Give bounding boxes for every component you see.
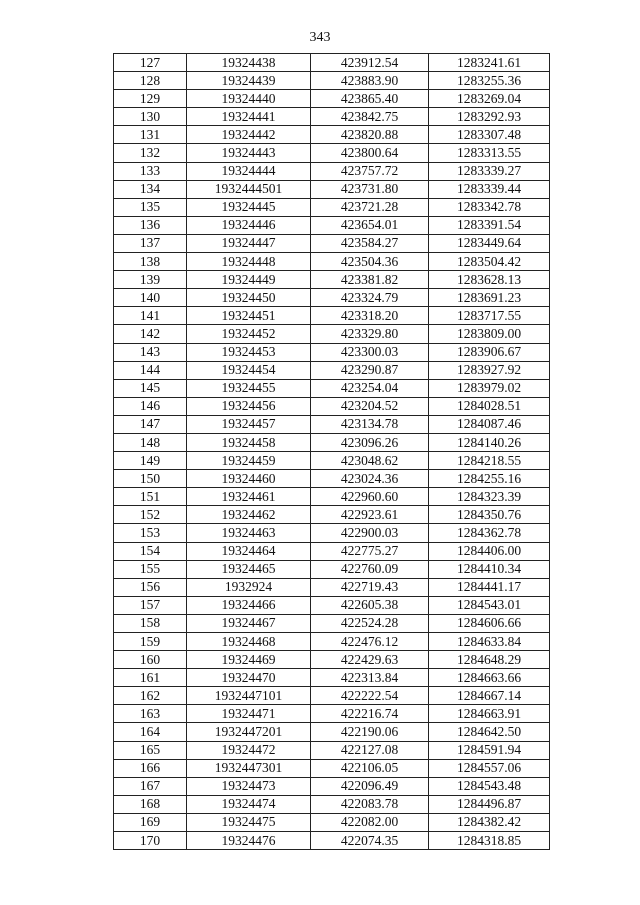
point-id-cell: 19324453 bbox=[187, 343, 311, 361]
table-row bbox=[114, 578, 550, 596]
table-row bbox=[114, 560, 550, 578]
row-number-cell: 144 bbox=[114, 361, 187, 379]
point-id-cell: 19324449 bbox=[187, 271, 311, 289]
table-row bbox=[114, 180, 550, 198]
row-number-cell: 156 bbox=[114, 578, 187, 596]
table-row bbox=[114, 470, 550, 488]
table-row bbox=[114, 216, 550, 234]
table-row bbox=[114, 144, 550, 162]
table-row bbox=[114, 669, 550, 687]
table-row bbox=[114, 253, 550, 271]
row-number-cell: 133 bbox=[114, 162, 187, 180]
point-id-cell: 19324475 bbox=[187, 813, 311, 831]
table-row bbox=[114, 542, 550, 560]
y-coordinate-cell: 1283927.92 bbox=[429, 361, 550, 379]
point-id-cell: 1932444501 bbox=[187, 180, 311, 198]
y-coordinate-cell: 1283292.93 bbox=[429, 108, 550, 126]
y-coordinate-cell: 1284648.29 bbox=[429, 651, 550, 669]
x-coordinate-cell: 423654.01 bbox=[311, 216, 429, 234]
page-number: 343 bbox=[309, 30, 331, 45]
table-row bbox=[114, 271, 550, 289]
row-number-cell: 167 bbox=[114, 777, 187, 795]
y-coordinate-cell: 1284028.51 bbox=[429, 397, 550, 415]
x-coordinate-cell: 423883.90 bbox=[311, 72, 429, 90]
x-coordinate-cell: 423912.54 bbox=[311, 54, 429, 72]
point-id-cell: 19324460 bbox=[187, 470, 311, 488]
y-coordinate-cell: 1284591.94 bbox=[429, 741, 550, 759]
point-id-cell: 19324462 bbox=[187, 506, 311, 524]
x-coordinate-cell: 423290.87 bbox=[311, 361, 429, 379]
row-number-cell: 128 bbox=[114, 72, 187, 90]
y-coordinate-cell: 1283504.42 bbox=[429, 253, 550, 271]
x-coordinate-cell: 423324.79 bbox=[311, 289, 429, 307]
x-coordinate-cell: 422476.12 bbox=[311, 633, 429, 651]
row-number-cell: 146 bbox=[114, 397, 187, 415]
x-coordinate-cell: 423096.26 bbox=[311, 433, 429, 451]
x-coordinate-cell: 422429.63 bbox=[311, 651, 429, 669]
row-number-cell: 149 bbox=[114, 452, 187, 470]
table-row bbox=[114, 126, 550, 144]
row-number-cell: 158 bbox=[114, 614, 187, 632]
table-row bbox=[114, 687, 550, 705]
row-number-cell: 151 bbox=[114, 488, 187, 506]
row-number-cell: 135 bbox=[114, 198, 187, 216]
table-row bbox=[114, 397, 550, 415]
row-number-cell: 143 bbox=[114, 343, 187, 361]
row-number-cell: 148 bbox=[114, 433, 187, 451]
y-coordinate-cell: 1284642.50 bbox=[429, 723, 550, 741]
y-coordinate-cell: 1284362.78 bbox=[429, 524, 550, 542]
point-id-cell: 1932447101 bbox=[187, 687, 311, 705]
x-coordinate-cell: 423731.80 bbox=[311, 180, 429, 198]
x-coordinate-cell: 422775.27 bbox=[311, 542, 429, 560]
table-row bbox=[114, 633, 550, 651]
table-row bbox=[114, 795, 550, 813]
row-number-cell: 168 bbox=[114, 795, 187, 813]
y-coordinate-cell: 1284255.16 bbox=[429, 470, 550, 488]
point-id-cell: 19324438 bbox=[187, 54, 311, 72]
point-id-cell: 19324465 bbox=[187, 560, 311, 578]
x-coordinate-cell: 422222.54 bbox=[311, 687, 429, 705]
x-coordinate-cell: 423254.04 bbox=[311, 379, 429, 397]
y-coordinate-cell: 1283809.00 bbox=[429, 325, 550, 343]
x-coordinate-cell: 422106.05 bbox=[311, 759, 429, 777]
y-coordinate-cell: 1283339.44 bbox=[429, 180, 550, 198]
table-row bbox=[114, 596, 550, 614]
row-number-cell: 127 bbox=[114, 54, 187, 72]
point-id-cell: 19324441 bbox=[187, 108, 311, 126]
row-number-cell: 160 bbox=[114, 651, 187, 669]
row-number-cell: 157 bbox=[114, 596, 187, 614]
point-id-cell: 19324463 bbox=[187, 524, 311, 542]
point-id-cell: 19324469 bbox=[187, 651, 311, 669]
point-id-cell: 1932447201 bbox=[187, 723, 311, 741]
table-row bbox=[114, 777, 550, 795]
x-coordinate-cell: 422096.49 bbox=[311, 777, 429, 795]
point-id-cell: 19324473 bbox=[187, 777, 311, 795]
y-coordinate-cell: 1284318.85 bbox=[429, 832, 550, 850]
row-number-cell: 132 bbox=[114, 144, 187, 162]
row-number-cell: 136 bbox=[114, 216, 187, 234]
table-row bbox=[114, 705, 550, 723]
table-row bbox=[114, 832, 550, 850]
point-id-cell: 19324445 bbox=[187, 198, 311, 216]
point-id-cell: 19324474 bbox=[187, 795, 311, 813]
table-row bbox=[114, 343, 550, 361]
x-coordinate-cell: 423842.75 bbox=[311, 108, 429, 126]
x-coordinate-cell: 422719.43 bbox=[311, 578, 429, 596]
row-number-cell: 142 bbox=[114, 325, 187, 343]
point-id-cell: 19324451 bbox=[187, 307, 311, 325]
y-coordinate-cell: 1284496.87 bbox=[429, 795, 550, 813]
x-coordinate-cell: 423820.88 bbox=[311, 126, 429, 144]
y-coordinate-cell: 1283691.23 bbox=[429, 289, 550, 307]
point-id-cell: 19324470 bbox=[187, 669, 311, 687]
table-row bbox=[114, 361, 550, 379]
point-id-cell: 19324464 bbox=[187, 542, 311, 560]
table-row bbox=[114, 741, 550, 759]
row-number-cell: 141 bbox=[114, 307, 187, 325]
x-coordinate-cell: 423134.78 bbox=[311, 415, 429, 433]
point-id-cell: 19324442 bbox=[187, 126, 311, 144]
y-coordinate-cell: 1284140.26 bbox=[429, 433, 550, 451]
row-number-cell: 130 bbox=[114, 108, 187, 126]
x-coordinate-cell: 423381.82 bbox=[311, 271, 429, 289]
table-row bbox=[114, 433, 550, 451]
y-coordinate-cell: 1284087.46 bbox=[429, 415, 550, 433]
row-number-cell: 169 bbox=[114, 813, 187, 831]
table-row bbox=[114, 759, 550, 777]
x-coordinate-cell: 422190.06 bbox=[311, 723, 429, 741]
point-id-cell: 19324439 bbox=[187, 72, 311, 90]
table-row bbox=[114, 108, 550, 126]
point-id-cell: 19324448 bbox=[187, 253, 311, 271]
x-coordinate-cell: 422605.38 bbox=[311, 596, 429, 614]
row-number-cell: 166 bbox=[114, 759, 187, 777]
y-coordinate-cell: 1284543.48 bbox=[429, 777, 550, 795]
point-id-cell: 19324461 bbox=[187, 488, 311, 506]
x-coordinate-cell: 422524.28 bbox=[311, 614, 429, 632]
point-id-cell: 19324443 bbox=[187, 144, 311, 162]
point-id-cell: 19324466 bbox=[187, 596, 311, 614]
point-id-cell: 19324459 bbox=[187, 452, 311, 470]
table-row bbox=[114, 289, 550, 307]
y-coordinate-cell: 1284382.42 bbox=[429, 813, 550, 831]
x-coordinate-cell: 422960.60 bbox=[311, 488, 429, 506]
y-coordinate-cell: 1284218.55 bbox=[429, 452, 550, 470]
y-coordinate-cell: 1284410.34 bbox=[429, 560, 550, 578]
x-coordinate-cell: 423300.03 bbox=[311, 343, 429, 361]
y-coordinate-cell: 1283342.78 bbox=[429, 198, 550, 216]
point-id-cell: 19324444 bbox=[187, 162, 311, 180]
x-coordinate-cell: 423721.28 bbox=[311, 198, 429, 216]
row-number-cell: 145 bbox=[114, 379, 187, 397]
point-id-cell: 19324452 bbox=[187, 325, 311, 343]
table-row bbox=[114, 54, 550, 72]
table-row bbox=[114, 506, 550, 524]
y-coordinate-cell: 1283979.02 bbox=[429, 379, 550, 397]
x-coordinate-cell: 423800.64 bbox=[311, 144, 429, 162]
y-coordinate-cell: 1283717.55 bbox=[429, 307, 550, 325]
coordinates-table bbox=[113, 53, 550, 850]
table-row bbox=[114, 379, 550, 397]
point-id-cell: 19324476 bbox=[187, 832, 311, 850]
table-row bbox=[114, 198, 550, 216]
row-number-cell: 131 bbox=[114, 126, 187, 144]
row-number-cell: 129 bbox=[114, 90, 187, 108]
point-id-cell: 19324472 bbox=[187, 741, 311, 759]
y-coordinate-cell: 1284663.66 bbox=[429, 669, 550, 687]
point-id-cell: 19324440 bbox=[187, 90, 311, 108]
x-coordinate-cell: 422760.09 bbox=[311, 560, 429, 578]
table-row bbox=[114, 723, 550, 741]
y-coordinate-cell: 1284441.17 bbox=[429, 578, 550, 596]
x-coordinate-cell: 422900.03 bbox=[311, 524, 429, 542]
x-coordinate-cell: 423584.27 bbox=[311, 234, 429, 252]
row-number-cell: 153 bbox=[114, 524, 187, 542]
row-number-cell: 140 bbox=[114, 289, 187, 307]
table-row bbox=[114, 488, 550, 506]
x-coordinate-cell: 423865.40 bbox=[311, 90, 429, 108]
row-number-cell: 137 bbox=[114, 234, 187, 252]
row-number-cell: 138 bbox=[114, 253, 187, 271]
x-coordinate-cell: 422127.08 bbox=[311, 741, 429, 759]
row-number-cell: 165 bbox=[114, 741, 187, 759]
table-row bbox=[114, 325, 550, 343]
table-row bbox=[114, 234, 550, 252]
point-id-cell: 19324455 bbox=[187, 379, 311, 397]
coordinates-table-body bbox=[114, 54, 550, 850]
y-coordinate-cell: 1283449.64 bbox=[429, 234, 550, 252]
point-id-cell: 19324471 bbox=[187, 705, 311, 723]
point-id-cell: 19324457 bbox=[187, 415, 311, 433]
row-number-cell: 159 bbox=[114, 633, 187, 651]
row-number-cell: 155 bbox=[114, 560, 187, 578]
point-id-cell: 19324468 bbox=[187, 633, 311, 651]
y-coordinate-cell: 1284323.39 bbox=[429, 488, 550, 506]
y-coordinate-cell: 1283391.54 bbox=[429, 216, 550, 234]
x-coordinate-cell: 422082.00 bbox=[311, 813, 429, 831]
y-coordinate-cell: 1283307.48 bbox=[429, 126, 550, 144]
y-coordinate-cell: 1283269.04 bbox=[429, 90, 550, 108]
x-coordinate-cell: 422216.74 bbox=[311, 705, 429, 723]
x-coordinate-cell: 422923.61 bbox=[311, 506, 429, 524]
row-number-cell: 134 bbox=[114, 180, 187, 198]
x-coordinate-cell: 422083.78 bbox=[311, 795, 429, 813]
x-coordinate-cell: 423329.80 bbox=[311, 325, 429, 343]
row-number-cell: 154 bbox=[114, 542, 187, 560]
row-number-cell: 139 bbox=[114, 271, 187, 289]
table-row bbox=[114, 162, 550, 180]
row-number-cell: 150 bbox=[114, 470, 187, 488]
point-id-cell: 19324467 bbox=[187, 614, 311, 632]
x-coordinate-cell: 423757.72 bbox=[311, 162, 429, 180]
x-coordinate-cell: 422074.35 bbox=[311, 832, 429, 850]
point-id-cell: 1932447301 bbox=[187, 759, 311, 777]
point-id-cell: 1932924 bbox=[187, 578, 311, 596]
row-number-cell: 164 bbox=[114, 723, 187, 741]
table-row bbox=[114, 72, 550, 90]
row-number-cell: 162 bbox=[114, 687, 187, 705]
point-id-cell: 19324458 bbox=[187, 433, 311, 451]
x-coordinate-cell: 423504.36 bbox=[311, 253, 429, 271]
table-row bbox=[114, 452, 550, 470]
y-coordinate-cell: 1283339.27 bbox=[429, 162, 550, 180]
y-coordinate-cell: 1283241.61 bbox=[429, 54, 550, 72]
y-coordinate-cell: 1284633.84 bbox=[429, 633, 550, 651]
table-row bbox=[114, 614, 550, 632]
x-coordinate-cell: 422313.84 bbox=[311, 669, 429, 687]
point-id-cell: 19324450 bbox=[187, 289, 311, 307]
y-coordinate-cell: 1284663.91 bbox=[429, 705, 550, 723]
point-id-cell: 19324446 bbox=[187, 216, 311, 234]
table-row bbox=[114, 307, 550, 325]
x-coordinate-cell: 423048.62 bbox=[311, 452, 429, 470]
y-coordinate-cell: 1283255.36 bbox=[429, 72, 550, 90]
table-row bbox=[114, 651, 550, 669]
row-number-cell: 147 bbox=[114, 415, 187, 433]
row-number-cell: 152 bbox=[114, 506, 187, 524]
y-coordinate-cell: 1284557.06 bbox=[429, 759, 550, 777]
y-coordinate-cell: 1283906.67 bbox=[429, 343, 550, 361]
row-number-cell: 161 bbox=[114, 669, 187, 687]
y-coordinate-cell: 1284406.00 bbox=[429, 542, 550, 560]
point-id-cell: 19324456 bbox=[187, 397, 311, 415]
point-id-cell: 19324454 bbox=[187, 361, 311, 379]
row-number-cell: 163 bbox=[114, 705, 187, 723]
y-coordinate-cell: 1284543.01 bbox=[429, 596, 550, 614]
y-coordinate-cell: 1284350.76 bbox=[429, 506, 550, 524]
row-number-cell: 170 bbox=[114, 832, 187, 850]
y-coordinate-cell: 1283313.55 bbox=[429, 144, 550, 162]
y-coordinate-cell: 1284667.14 bbox=[429, 687, 550, 705]
table-row bbox=[114, 415, 550, 433]
x-coordinate-cell: 423204.52 bbox=[311, 397, 429, 415]
table-row bbox=[114, 524, 550, 542]
table-row bbox=[114, 813, 550, 831]
x-coordinate-cell: 423318.20 bbox=[311, 307, 429, 325]
table-row bbox=[114, 90, 550, 108]
point-id-cell: 19324447 bbox=[187, 234, 311, 252]
y-coordinate-cell: 1284606.66 bbox=[429, 614, 550, 632]
y-coordinate-cell: 1283628.13 bbox=[429, 271, 550, 289]
x-coordinate-cell: 423024.36 bbox=[311, 470, 429, 488]
